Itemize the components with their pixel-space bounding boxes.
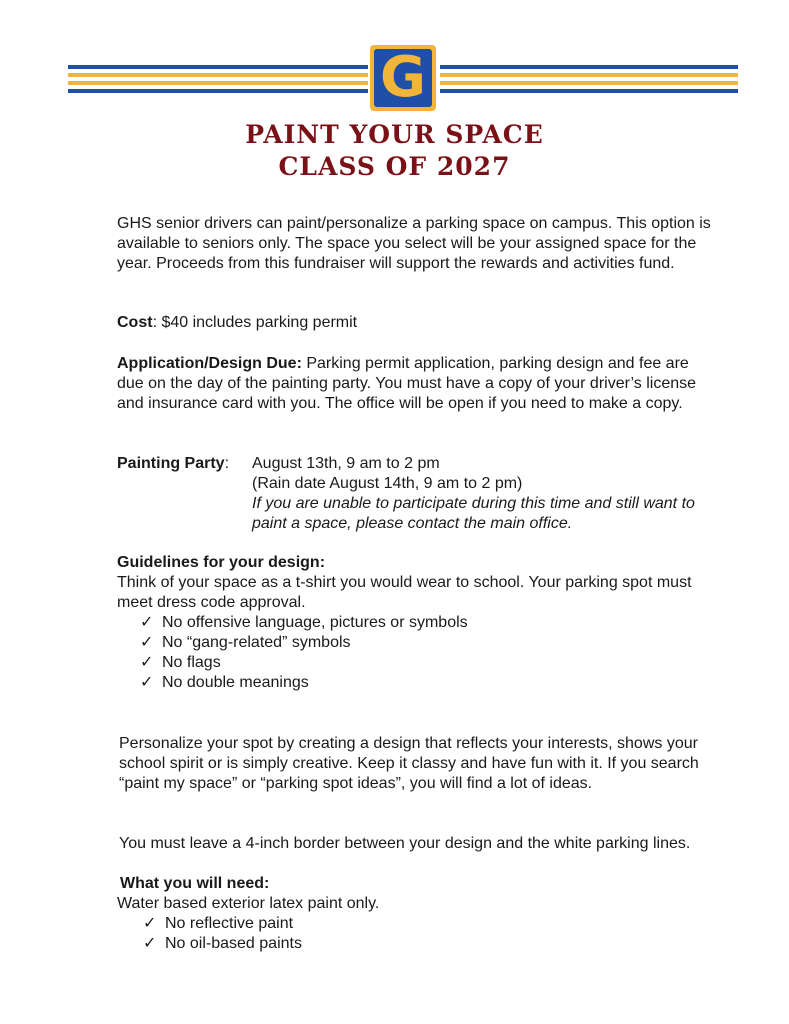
personalize-paragraph: Personalize your spot by creating a design that reflects your interests, shows your school spirit or is simply creative. Keep it classy and have fun with it. If you search “paint my space” or “parking spot ideas”, you will find a lot of ideas. <box>119 735 699 792</box>
page-title: PAINT YOUR SPACE <box>245 120 544 149</box>
check-icon: ✓ <box>143 935 157 952</box>
check-icon: ✓ <box>140 654 154 671</box>
cost-text: : $40 includes parking permit <box>152 314 358 331</box>
guidelines-text: Think of your space as a t-shirt you would wear to school. Your parking spot must meet dress code approval. <box>117 574 692 611</box>
painting-party-date: August 13th, 9 am to 2 pm <box>252 455 440 472</box>
application-label: Application/Design Due: <box>117 355 302 372</box>
page-subtitle: CLASS OF 2027 <box>278 152 511 181</box>
check-icon: ✓ <box>140 614 154 631</box>
left-stripe-gold-bottom <box>68 81 368 85</box>
cost-label: Cost <box>117 314 153 331</box>
guidelines-heading: Guidelines for your design: <box>117 554 326 571</box>
right-stripe-blue-top <box>440 65 738 69</box>
border-note: You must leave a 4-inch border between your design and the white parking lines. <box>119 835 691 852</box>
guideline-item: ✓ No “gang-related” symbols <box>140 634 351 651</box>
need-item: ✓ No oil-based paints <box>143 935 302 952</box>
need-item: ✓ No reflective paint <box>143 915 294 932</box>
intro-paragraph: GHS senior drivers can paint/personalize a parking space on campus. This option is available to seniors only. The space you select will be your assigned space for the year. Proceeds from this fundraiser will support the rewards and activities fund. <box>117 215 711 272</box>
check-icon: ✓ <box>143 915 157 932</box>
guideline-item: ✓ No offensive language, pictures or symbols <box>140 614 468 631</box>
right-stripe-gold-bottom <box>440 81 738 85</box>
application-text: Parking permit application, parking design and fee are due on the day of the painting party. You must have a copy of your driver’s license and insurance card with you. The office will be open if you need to make a copy. <box>117 355 697 412</box>
check-icon: ✓ <box>140 634 154 651</box>
header-banner <box>68 45 738 115</box>
application-paragraph <box>117 354 717 414</box>
left-stripe-blue-bottom <box>68 89 368 93</box>
logo-letter: G <box>374 49 432 107</box>
cost-line <box>117 313 717 333</box>
need-heading: What you will need: <box>120 875 270 892</box>
need-text: Water based exterior latex paint only. <box>117 895 380 912</box>
guideline-item: ✓ No double meanings <box>140 674 309 691</box>
right-stripe-gold-top <box>440 73 738 77</box>
guideline-item: ✓ No flags <box>140 654 221 671</box>
painting-party-rain-date: (Rain date August 14th, 9 am to 2 pm) <box>252 475 523 492</box>
painting-party-note: If you are unable to participate during this time and still want to paint a space, please contact the main office. <box>252 495 695 532</box>
left-stripe-gold-top <box>68 73 368 77</box>
check-icon: ✓ <box>140 674 154 691</box>
left-stripe-blue-top <box>68 65 368 69</box>
school-logo <box>370 45 436 111</box>
right-stripe-blue-bottom <box>440 89 738 93</box>
painting-party-label: Painting Party: <box>117 455 230 472</box>
